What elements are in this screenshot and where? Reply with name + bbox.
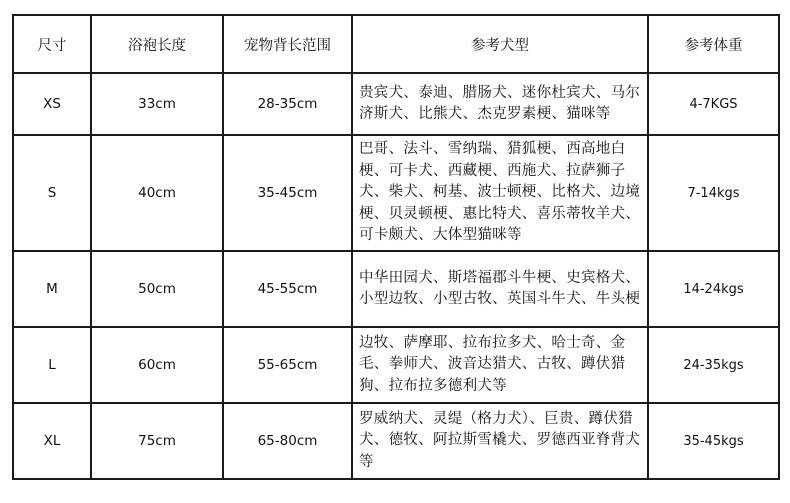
size-chart bbox=[12, 14, 778, 470]
table-row bbox=[13, 403, 779, 479]
table-row bbox=[13, 327, 779, 403]
back-length-cell: 28-35cm bbox=[223, 73, 352, 135]
robe-length-cell: 33cm bbox=[91, 73, 223, 135]
back-length-cell: 45-55cm bbox=[223, 251, 352, 327]
weight-cell: 24-35kgs bbox=[648, 327, 779, 403]
weight-cell: 7-14kgs bbox=[648, 135, 779, 251]
back-length-cell: 55-65cm bbox=[223, 327, 352, 403]
robe-length-cell: 50cm bbox=[91, 251, 223, 327]
breeds-cell: 边牧、萨摩耶、拉布拉多犬、哈士奇、金毛、拳师犬、波音达猎犬、古牧、蹲伏猎狗、拉布拉多德利犬等 bbox=[352, 327, 648, 403]
header-size: 尺寸 bbox=[13, 15, 91, 73]
breeds-cell: 中华田园犬、斯塔福郡斗牛梗、史宾格犬、小型边牧、小型古牧、英国斗牛犬、牛头梗 bbox=[352, 251, 648, 327]
header-breeds: 参考犬型 bbox=[352, 15, 648, 73]
size-table bbox=[12, 14, 780, 480]
table-row bbox=[13, 135, 779, 251]
header-weight: 参考体重 bbox=[648, 15, 779, 73]
breeds-cell: 巴哥、法斗、雪纳瑞、猎狐梗、西高地白梗、可卡犬、西藏梗、西施犬、拉萨狮子犬、柴犬、柯基、波士顿梗、比格犬、边境梗、贝灵顿梗、惠比特犬、喜乐蒂牧羊犬、可卡颇犬、大体型猫咪等 bbox=[352, 135, 648, 251]
size-cell: XL bbox=[13, 403, 91, 479]
table-row bbox=[13, 73, 779, 135]
header-robe-length: 浴袍长度 bbox=[91, 15, 223, 73]
size-cell: M bbox=[13, 251, 91, 327]
header-back-length: 宠物背长范围 bbox=[223, 15, 352, 73]
robe-length-cell: 60cm bbox=[91, 327, 223, 403]
size-cell: XS bbox=[13, 73, 91, 135]
breeds-cell: 罗威纳犬、灵缇（格力犬）、巨贵、蹲伏猎犬、德牧、阿拉斯雪橇犬、罗德西亚脊背犬等 bbox=[352, 403, 648, 479]
robe-length-cell: 40cm bbox=[91, 135, 223, 251]
weight-cell: 14-24kgs bbox=[648, 251, 779, 327]
header-row bbox=[13, 15, 779, 73]
weight-cell: 4-7KGS bbox=[648, 73, 779, 135]
size-cell: S bbox=[13, 135, 91, 251]
back-length-cell: 35-45cm bbox=[223, 135, 352, 251]
back-length-cell: 65-80cm bbox=[223, 403, 352, 479]
table-row bbox=[13, 251, 779, 327]
size-cell: L bbox=[13, 327, 91, 403]
breeds-cell: 贵宾犬、泰迪、腊肠犬、迷你杜宾犬、马尔济斯犬、比熊犬、杰克罗素梗、猫咪等 bbox=[352, 73, 648, 135]
robe-length-cell: 75cm bbox=[91, 403, 223, 479]
weight-cell: 35-45kgs bbox=[648, 403, 779, 479]
